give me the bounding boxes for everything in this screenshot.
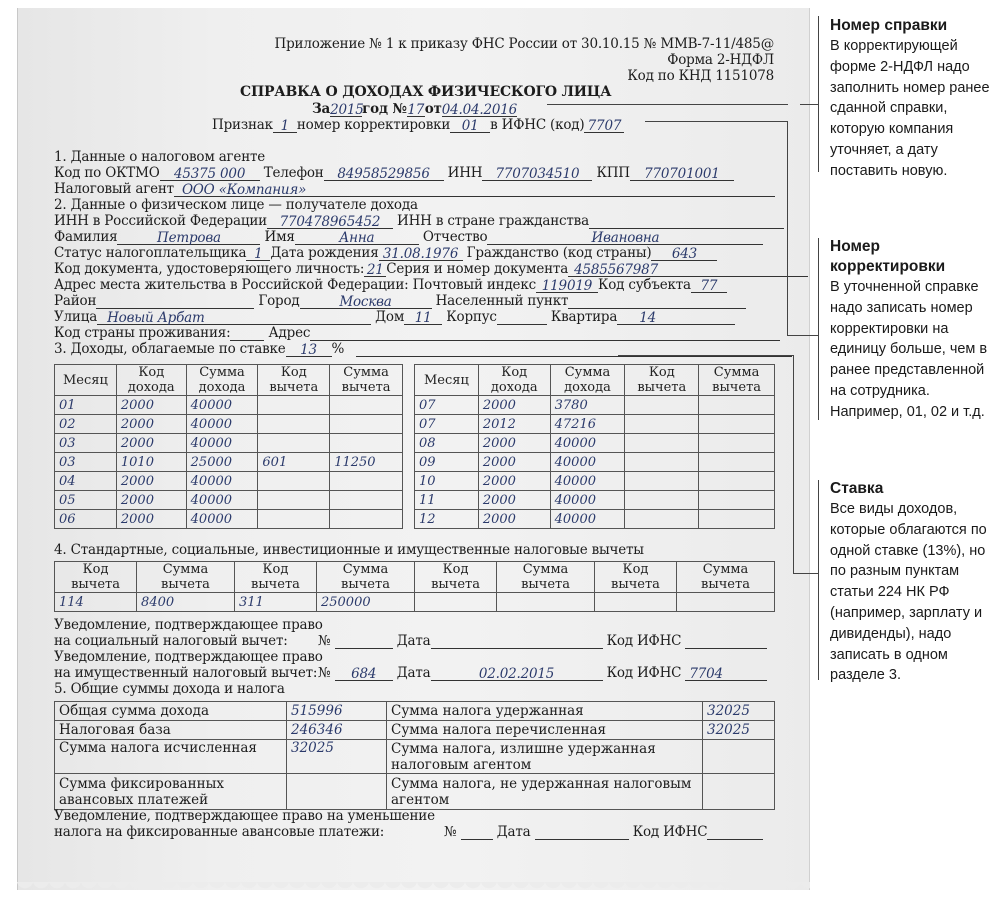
col-deduction-sum: Сумма вычета bbox=[137, 562, 235, 593]
cell[interactable]: 114 bbox=[55, 593, 137, 612]
form-name: Форма 2-НДФЛ bbox=[667, 52, 774, 68]
cell[interactable]: 2000 bbox=[116, 472, 186, 491]
tax-overwithheld-value[interactable] bbox=[703, 740, 775, 774]
patronymic-label: Отчество bbox=[422, 229, 488, 245]
cell[interactable]: 2000 bbox=[116, 510, 186, 529]
cell[interactable]: 12 bbox=[415, 510, 479, 529]
cell[interactable] bbox=[699, 510, 775, 529]
cell[interactable]: 02 bbox=[55, 415, 117, 434]
date-label: Дата bbox=[396, 633, 431, 649]
total-income-value[interactable]: 515996 bbox=[287, 702, 387, 721]
cell[interactable] bbox=[330, 434, 403, 453]
foreign-address-field[interactable] bbox=[310, 326, 780, 341]
city-line bbox=[54, 293, 746, 309]
cell[interactable] bbox=[594, 593, 676, 612]
rate-field[interactable]: 13 bbox=[286, 342, 332, 357]
table-row bbox=[415, 510, 775, 529]
status-label: Статус налогоплательщика bbox=[54, 245, 247, 261]
phone-field[interactable]: 84958529856 bbox=[324, 166, 444, 181]
cell[interactable]: 311 bbox=[234, 593, 316, 612]
settlement-field[interactable] bbox=[568, 294, 746, 309]
connector-correction-vertical bbox=[787, 121, 788, 335]
col-income-code: Код дохода bbox=[478, 365, 550, 396]
cell[interactable]: 47216 bbox=[550, 415, 625, 434]
cell[interactable]: 03 bbox=[55, 453, 117, 472]
cell[interactable]: 40000 bbox=[186, 472, 258, 491]
property-ifns-field[interactable]: 7704 bbox=[685, 666, 767, 681]
cell[interactable]: 2000 bbox=[478, 472, 550, 491]
street-line bbox=[54, 309, 735, 325]
flat-field[interactable]: 14 bbox=[617, 310, 735, 325]
table-row bbox=[415, 415, 775, 434]
property-notice-fields bbox=[318, 665, 767, 681]
cell[interactable]: 01 bbox=[55, 396, 117, 415]
col-deduction-code: Код вычета bbox=[234, 562, 316, 593]
cell[interactable]: 40000 bbox=[186, 491, 258, 510]
certificate-date-field[interactable]: 04.04.2016 bbox=[441, 102, 518, 118]
annotation-correction-number bbox=[830, 237, 1000, 423]
table-row bbox=[55, 415, 403, 434]
street-label: Улица bbox=[54, 309, 98, 325]
cell[interactable]: 03 bbox=[55, 434, 117, 453]
cell[interactable]: 1010 bbox=[116, 453, 186, 472]
col-deduction-code: Код вычета bbox=[594, 562, 676, 593]
cell[interactable] bbox=[625, 472, 699, 491]
table-row bbox=[415, 472, 775, 491]
agent-line bbox=[54, 181, 775, 197]
doc-number-label: Серия и номер документа bbox=[386, 261, 569, 277]
connector-certificate-end bbox=[800, 104, 818, 105]
social-date-field[interactable] bbox=[431, 634, 603, 649]
col-deduction-code: Код вычета bbox=[55, 562, 137, 593]
district-field[interactable] bbox=[96, 294, 254, 309]
percent-sign: % bbox=[331, 341, 345, 357]
tax-withheld-label: Сумма налога удержанная bbox=[387, 702, 703, 721]
cell[interactable] bbox=[699, 472, 775, 491]
certificate-number-line bbox=[312, 101, 517, 117]
inn-foreign-field[interactable] bbox=[589, 214, 784, 229]
annotation-title: Номер справки bbox=[830, 17, 948, 34]
col-deduction-sum: Сумма вычета bbox=[330, 365, 403, 396]
cell[interactable]: 40000 bbox=[186, 510, 258, 529]
surname-label: Фамилия bbox=[54, 229, 118, 245]
kpp-label: КПП bbox=[596, 165, 630, 181]
cell[interactable] bbox=[258, 396, 330, 415]
annotation-rate bbox=[830, 479, 1000, 686]
ifns-label: Код ИФНС bbox=[632, 824, 708, 840]
cell[interactable] bbox=[625, 510, 699, 529]
tax-not-withheld-label: Сумма налога, не удержанная налоговым агентом bbox=[387, 774, 703, 810]
cell[interactable]: 06 bbox=[55, 510, 117, 529]
col-deduction-code: Код вычета bbox=[625, 365, 699, 396]
cell[interactable]: 40000 bbox=[550, 472, 625, 491]
date-label: Дата bbox=[396, 665, 431, 681]
cell[interactable]: 07 bbox=[415, 396, 479, 415]
table-row bbox=[55, 721, 775, 740]
social-notice-line2: на социальный налоговый вычет: bbox=[54, 633, 288, 649]
region-label: Код субъекта bbox=[597, 277, 691, 293]
fixed-advance-label: Сумма фиксированных авансовых платежей bbox=[55, 774, 287, 810]
page-title: СПРАВКА О ДОХОДАХ ФИЗИЧЕСКОГО ЛИЦА bbox=[240, 84, 612, 100]
col-deduction-sum: Сумма вычета bbox=[316, 562, 414, 593]
cell[interactable]: 3780 bbox=[550, 396, 625, 415]
cell[interactable]: 11250 bbox=[330, 453, 403, 472]
table-row bbox=[55, 702, 775, 721]
address-line bbox=[54, 277, 727, 293]
income-table-left bbox=[54, 364, 403, 529]
cell[interactable]: 2000 bbox=[116, 415, 186, 434]
table-row bbox=[55, 472, 403, 491]
advance-num-field[interactable] bbox=[461, 825, 493, 840]
table-row bbox=[415, 491, 775, 510]
cell[interactable] bbox=[258, 434, 330, 453]
building-label: Корпус bbox=[446, 309, 497, 325]
house-field[interactable]: 11 bbox=[404, 310, 442, 325]
inn-rf-field[interactable]: 770478965452 bbox=[267, 214, 393, 229]
city-label: Город bbox=[258, 293, 300, 309]
address-label: Адрес места жительства в Российской Федерации: Почтовый индекс bbox=[54, 277, 536, 293]
social-notice-line1: Уведомление, подтверждающее право bbox=[54, 617, 323, 633]
annotation-bar bbox=[818, 480, 819, 680]
district-label: Район bbox=[54, 293, 97, 309]
document-line bbox=[54, 261, 808, 277]
advance-notice-line2: налога на фиксированные авансовые платежи: bbox=[54, 824, 385, 840]
inn-foreign-label: ИНН в стране гражданства bbox=[397, 213, 589, 229]
cell[interactable]: 09 bbox=[415, 453, 479, 472]
cell[interactable] bbox=[699, 434, 775, 453]
cell[interactable]: 40000 bbox=[550, 434, 625, 453]
table-row bbox=[415, 396, 775, 415]
name-field[interactable]: Анна bbox=[295, 230, 419, 245]
section5-title: 5. Общие суммы дохода и налога bbox=[54, 681, 285, 697]
annotation-title: Номер корректировки bbox=[830, 238, 946, 275]
patronymic-field[interactable]: Ивановна bbox=[487, 230, 763, 245]
phone-label: Телефон bbox=[263, 165, 324, 181]
table-row bbox=[415, 453, 775, 472]
year-field[interactable]: 2015 bbox=[330, 102, 364, 118]
foreign-address-label: Адрес bbox=[268, 325, 311, 341]
table-row bbox=[55, 510, 403, 529]
col-month: Месяц bbox=[55, 365, 117, 396]
table-row bbox=[55, 396, 403, 415]
cell[interactable]: 40000 bbox=[186, 415, 258, 434]
doc-number-field[interactable]: 4585567987 bbox=[568, 262, 808, 277]
certificate-number-field[interactable]: 17 bbox=[407, 102, 425, 118]
social-ifns-field[interactable] bbox=[685, 634, 767, 649]
country-label: Код страны проживания: bbox=[54, 325, 231, 341]
tax-calculated-value[interactable]: 32025 bbox=[287, 740, 387, 774]
region-field[interactable]: 77 bbox=[691, 278, 727, 293]
fixed-advance-value[interactable] bbox=[287, 774, 387, 810]
cell[interactable]: 07 bbox=[415, 415, 479, 434]
cell[interactable]: 2000 bbox=[116, 491, 186, 510]
fio-line bbox=[54, 229, 763, 245]
cell[interactable] bbox=[258, 472, 330, 491]
num-label: № bbox=[318, 665, 331, 681]
cell[interactable] bbox=[699, 453, 775, 472]
cell[interactable] bbox=[415, 593, 497, 612]
annotation-bar bbox=[818, 16, 819, 172]
table-row bbox=[55, 593, 775, 612]
city-field[interactable]: Москва bbox=[300, 294, 432, 309]
cell[interactable] bbox=[330, 491, 403, 510]
cell[interactable] bbox=[625, 453, 699, 472]
cell[interactable]: 11 bbox=[415, 491, 479, 510]
year-num-label: год № bbox=[362, 101, 407, 117]
connector-rate bbox=[618, 355, 793, 356]
cell[interactable] bbox=[330, 472, 403, 491]
table-row bbox=[415, 434, 775, 453]
col-income-sum: Сумма дохода bbox=[550, 365, 625, 396]
cell[interactable]: 40000 bbox=[186, 434, 258, 453]
cell[interactable]: 40000 bbox=[550, 491, 625, 510]
cell[interactable] bbox=[699, 415, 775, 434]
doc-code-field[interactable]: 21 bbox=[364, 262, 386, 277]
connector-correction bbox=[645, 121, 787, 122]
cell[interactable] bbox=[258, 510, 330, 529]
correction-line bbox=[212, 117, 624, 133]
cell[interactable]: 40000 bbox=[186, 396, 258, 415]
table-row bbox=[55, 453, 403, 472]
sign-field[interactable]: 1 bbox=[273, 118, 297, 133]
income-table-right bbox=[414, 364, 775, 529]
tax-calculated-label: Сумма налога исчисленная bbox=[55, 740, 287, 774]
cell[interactable] bbox=[330, 396, 403, 415]
annotation-bar bbox=[818, 238, 819, 420]
cell[interactable] bbox=[699, 396, 775, 415]
cell[interactable] bbox=[625, 491, 699, 510]
knd-code: Код по КНД 1151078 bbox=[627, 68, 774, 84]
tax-withheld-value[interactable]: 32025 bbox=[703, 702, 775, 721]
col-deduction-code: Код вычета bbox=[415, 562, 497, 593]
tax-overwithheld-label: Сумма налога, излишне удержанная налоговым агентом bbox=[387, 740, 703, 774]
citizenship-label: Гражданство (код страны) bbox=[466, 245, 652, 261]
date-label: Дата bbox=[496, 824, 531, 840]
tax-transferred-value[interactable]: 32025 bbox=[703, 721, 775, 740]
cell[interactable] bbox=[699, 491, 775, 510]
connector-rate-vertical bbox=[793, 355, 794, 573]
status-field[interactable]: 1 bbox=[246, 246, 270, 261]
ifns-label: Код ИФНС bbox=[606, 665, 682, 681]
cell[interactable] bbox=[625, 434, 699, 453]
annotation-title: Ставка bbox=[830, 480, 884, 497]
doc-code-label: Код документа, удостоверяющего личность: bbox=[54, 261, 365, 277]
agent-codes-line bbox=[54, 165, 734, 181]
table-row bbox=[55, 774, 775, 810]
connector-joint bbox=[787, 104, 788, 105]
cell[interactable]: 2000 bbox=[478, 453, 550, 472]
annotation-text: Все виды доходов, которые облагаются по одной ставке (13%), но по разным пунктам статьи 224 НК РФ (например, зарплату и дивиденды), надо записать в одном разделе 3. bbox=[830, 501, 987, 684]
table-row bbox=[55, 740, 775, 774]
cell[interactable] bbox=[625, 396, 699, 415]
table-row bbox=[55, 491, 403, 510]
oktmo-field[interactable]: 45375 000 bbox=[160, 166, 260, 181]
social-notice-fields bbox=[318, 633, 767, 649]
annotation-certificate-number bbox=[830, 16, 1000, 182]
col-income-code: Код дохода bbox=[116, 365, 186, 396]
ifns-label: в ИФНС (код) bbox=[490, 117, 585, 133]
col-deduction-sum: Сумма вычета bbox=[497, 562, 595, 593]
cell[interactable] bbox=[497, 593, 595, 612]
cell[interactable] bbox=[258, 491, 330, 510]
deductions-table bbox=[54, 561, 775, 612]
ifns-label: Код ИФНС bbox=[606, 633, 682, 649]
totals-table bbox=[54, 701, 775, 810]
rate-label: 3. Доходы, облагаемые по ставке bbox=[54, 341, 286, 357]
from-label: от bbox=[424, 101, 442, 117]
sign-label: Признак bbox=[212, 117, 273, 133]
cell[interactable]: 2000 bbox=[116, 396, 186, 415]
cell[interactable]: 40000 bbox=[550, 453, 625, 472]
country-field[interactable] bbox=[230, 326, 264, 341]
birth-label: Дата рождения bbox=[270, 245, 379, 261]
tax-base-value[interactable]: 246346 bbox=[287, 721, 387, 740]
total-income-label: Общая сумма дохода bbox=[55, 702, 287, 721]
cell[interactable]: 2000 bbox=[116, 434, 186, 453]
property-notice-line1: Уведомление, подтверждающее право bbox=[54, 649, 323, 665]
settlement-label: Населенный пункт bbox=[435, 293, 569, 309]
cell[interactable]: 2012 bbox=[478, 415, 550, 434]
postcode-field[interactable]: 119019 bbox=[536, 278, 598, 293]
cell[interactable] bbox=[677, 593, 775, 612]
tax-transferred-label: Сумма налога перечисленная bbox=[387, 721, 703, 740]
cell[interactable]: 2000 bbox=[478, 491, 550, 510]
name-label: Имя bbox=[264, 229, 295, 245]
torn-edge bbox=[17, 882, 810, 894]
birth-field[interactable]: 31.08.1976 bbox=[379, 246, 463, 261]
col-month: Месяц bbox=[415, 365, 479, 396]
for-label: За bbox=[312, 101, 331, 117]
cell[interactable] bbox=[258, 415, 330, 434]
table-row bbox=[55, 434, 403, 453]
cell[interactable] bbox=[330, 510, 403, 529]
annotation-text: В уточненной справке надо записать номер корректировки на единицу больше, чем в ранее представленной на сотрудника. Например, 01, 02 и т.д. bbox=[830, 279, 988, 420]
kpp-field[interactable]: 770701001 bbox=[630, 166, 734, 181]
cell[interactable]: 250000 bbox=[316, 593, 414, 612]
agent-inn-label: ИНН bbox=[447, 165, 483, 181]
cell[interactable]: 05 bbox=[55, 491, 117, 510]
cell[interactable]: 25000 bbox=[186, 453, 258, 472]
annotation-text: В корректирующей форме 2-НДФЛ надо заполнить номер ранее сданной справки, которую компания уточняет, а дату поставить новую. bbox=[830, 38, 990, 179]
col-income-sum: Сумма дохода bbox=[186, 365, 258, 396]
property-notice-line2: на имущественный налоговый вычет: bbox=[54, 665, 318, 681]
cell[interactable]: 40000 bbox=[550, 510, 625, 529]
correction-field[interactable]: 01 bbox=[450, 118, 490, 133]
advance-notice-line1: Уведомление, подтверждающее право на уменьшение bbox=[54, 808, 435, 824]
cell[interactable]: 8400 bbox=[137, 593, 235, 612]
cell[interactable]: 2000 bbox=[478, 434, 550, 453]
num-label: № bbox=[444, 824, 457, 840]
agent-field[interactable]: ООО «Компания» bbox=[174, 182, 775, 197]
oktmo-label: Код по ОКТМО bbox=[54, 165, 160, 181]
correction-label: номер корректировки bbox=[296, 117, 451, 133]
cell[interactable]: 2000 bbox=[478, 396, 550, 415]
cell[interactable] bbox=[625, 415, 699, 434]
cell[interactable]: 601 bbox=[258, 453, 330, 472]
surname-field[interactable]: Петрова bbox=[117, 230, 260, 245]
col-deduction-code: Код вычета bbox=[258, 365, 330, 396]
tax-base-label: Налоговая база bbox=[55, 721, 287, 740]
agent-inn-field[interactable]: 7707034510 bbox=[482, 166, 592, 181]
cell[interactable]: 2000 bbox=[478, 510, 550, 529]
cell[interactable]: 08 bbox=[415, 434, 479, 453]
flat-label: Квартира bbox=[550, 309, 618, 325]
building-field[interactable] bbox=[497, 310, 547, 325]
advance-ifns-field[interactable] bbox=[707, 825, 763, 840]
ifns-field[interactable]: 7707 bbox=[584, 118, 624, 133]
citizenship-field[interactable]: 643 bbox=[651, 246, 717, 261]
agent-label: Налоговый агент bbox=[54, 181, 174, 197]
advance-date-field[interactable] bbox=[535, 825, 629, 840]
property-date-field[interactable]: 02.02.2015 bbox=[431, 666, 603, 681]
section2-title: 2. Данные о физическом лице — получателе дохода bbox=[54, 197, 418, 213]
cell[interactable] bbox=[330, 415, 403, 434]
inn-line bbox=[54, 213, 784, 229]
connector-correction-end bbox=[787, 335, 818, 336]
connector-rate-end bbox=[793, 573, 818, 574]
foreign-address-line bbox=[54, 325, 780, 341]
section4-title: 4. Стандартные, социальные, инвестиционные и имущественные налоговые вычеты bbox=[54, 542, 644, 558]
advance-notice-fields bbox=[444, 824, 763, 840]
num-label: № bbox=[318, 633, 331, 649]
social-num-field[interactable] bbox=[335, 634, 393, 649]
property-num-field[interactable]: 684 bbox=[335, 666, 393, 681]
cell[interactable]: 04 bbox=[55, 472, 117, 491]
inn-rf-label: ИНН в Российской Федерации bbox=[54, 213, 267, 229]
tax-not-withheld-value[interactable] bbox=[703, 774, 775, 810]
appendix-text: Приложение № 1 к приказу ФНС России от 30.10.15 № ММВ-7-11/485@ bbox=[274, 36, 774, 52]
section1-title: 1. Данные о налоговом агенте bbox=[54, 149, 266, 165]
street-field[interactable]: Новый Арбат bbox=[97, 310, 371, 325]
house-label: Дом bbox=[375, 309, 405, 325]
col-deduction-sum: Сумма вычета bbox=[677, 562, 775, 593]
status-line bbox=[54, 245, 717, 261]
connector-certificate-number bbox=[547, 104, 787, 105]
cell[interactable]: 10 bbox=[415, 472, 479, 491]
col-deduction-sum: Сумма вычета bbox=[699, 365, 775, 396]
